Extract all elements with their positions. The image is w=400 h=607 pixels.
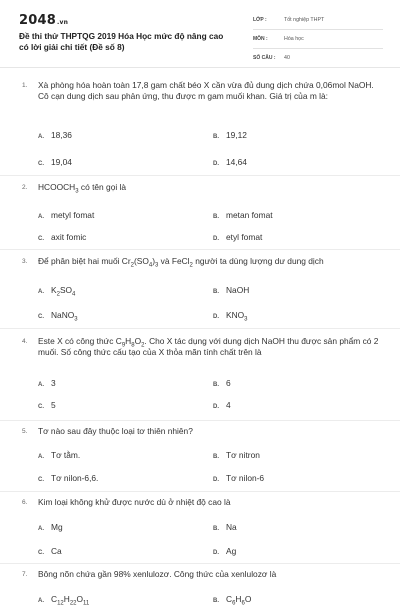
answer-option[interactable]: [38, 210, 94, 220]
question-divider: [0, 249, 400, 250]
option-letter: B.: [213, 382, 219, 388]
option-text: 19,04: [51, 157, 72, 167]
option-text: 5: [51, 400, 56, 410]
meta-row-subject: [253, 35, 383, 49]
option-text: 14,64: [226, 157, 247, 167]
exam-meta: [253, 16, 383, 73]
question-text: Tơ nào sau đây thuộc loại tơ thiên nhiên?: [38, 426, 193, 436]
option-letter: B.: [213, 214, 219, 220]
answer-option[interactable]: [38, 594, 90, 607]
question-divider: [0, 328, 400, 329]
option-letter: C.: [38, 314, 44, 320]
option-text: 6: [226, 378, 231, 388]
site-logo[interactable]: [19, 13, 68, 28]
option-letter: D.: [213, 161, 219, 167]
option-text: $K_2SO_4$: [51, 285, 76, 298]
question-text: $HCOOCH_3$ có tên gọi là: [38, 182, 127, 195]
answer-option[interactable]: [213, 157, 247, 167]
meta-row-question-count: [253, 54, 383, 68]
question-number: 6.: [22, 499, 28, 506]
option-text: Tơ tằm.: [51, 450, 81, 460]
option-text: metyl fomat: [51, 210, 95, 220]
option-text: 18,36: [51, 130, 72, 140]
option-letter: C.: [38, 161, 44, 167]
answer-option[interactable]: [213, 210, 273, 220]
answer-option[interactable]: [213, 400, 231, 410]
question-number: 1.: [22, 82, 28, 89]
option-text: $C_{12}H_{22}O_{11}$: [51, 594, 90, 607]
question-number: 5.: [22, 428, 28, 435]
answer-option[interactable]: [213, 522, 237, 532]
option-text: Tơ nilon-6: [226, 473, 265, 483]
question-number: 4.: [22, 338, 28, 345]
answer-option[interactable]: [213, 473, 264, 483]
question-text: Kim loại không khử được nước dù ở nhiệt độ cao là: [38, 497, 231, 507]
answer-option[interactable]: [38, 546, 62, 556]
option-text: 4: [226, 400, 231, 410]
answer-option[interactable]: [213, 130, 247, 140]
question-number: 2.: [22, 184, 28, 191]
answer-option[interactable]: [38, 130, 72, 140]
question-number: 7.: [22, 571, 28, 578]
meta-value-subject: Hóa học: [284, 36, 304, 42]
option-text: Tơ nilon-6,6.: [51, 473, 99, 483]
option-letter: B.: [213, 454, 219, 460]
answer-option[interactable]: [38, 285, 76, 298]
meta-value-question-count: 40: [284, 55, 290, 61]
option-letter: C.: [38, 550, 44, 556]
question-text: Để phân biệt hai muối $Cr_2(SO_4)_3$ và FeCl$_2$ người ta dùng lượng dư dung dịch: [38, 256, 324, 269]
option-letter: C.: [38, 477, 44, 483]
option-letter: C.: [38, 236, 44, 242]
option-letter: B.: [213, 526, 219, 532]
meta-key-question-count: SỐ CÂU :: [253, 55, 276, 61]
logo-suffix: .vn: [56, 19, 69, 26]
answer-option[interactable]: [38, 157, 72, 167]
answer-option[interactable]: [38, 473, 98, 483]
question-divider: [0, 175, 400, 176]
meta-key-class: LỚP :: [253, 17, 267, 23]
meta-value-class: Tốt nghiệp THPT: [284, 17, 325, 23]
answer-option[interactable]: [38, 378, 56, 388]
option-letter: D.: [213, 477, 219, 483]
option-text: $KNO_3$: [226, 310, 248, 323]
answer-option[interactable]: [213, 378, 231, 388]
answer-option[interactable]: [213, 232, 262, 242]
option-letter: D.: [213, 550, 219, 556]
header-divider: [0, 67, 400, 68]
option-letter: A.: [38, 214, 44, 220]
option-text: NaOH: [226, 285, 250, 295]
option-letter: A.: [38, 598, 44, 604]
answer-option[interactable]: [38, 232, 86, 242]
option-letter: A.: [38, 454, 44, 460]
option-letter: A.: [38, 526, 44, 532]
option-text: 19,12: [226, 130, 247, 140]
option-text: Ag: [226, 546, 237, 556]
question-text: Este X có công thức $C_9H_8O_2$. Cho X tác dụng với dung dịch NaOH thu được sản phẩm có 2 muối. Số công thức cấu tạo của X thỏa mãn tính chất trên là: [38, 336, 379, 357]
answer-option[interactable]: [213, 594, 252, 607]
answer-option[interactable]: [38, 310, 78, 323]
option-letter: C.: [38, 404, 44, 410]
option-text: etyl fomat: [226, 232, 263, 242]
option-text: Tơ nitron: [226, 450, 260, 460]
option-text: axit fomic: [51, 232, 87, 242]
option-letter: B.: [213, 134, 219, 140]
meta-row-class: [253, 16, 383, 30]
option-text: metan fomat: [226, 210, 273, 220]
option-text: Na: [226, 522, 237, 532]
question-divider: [0, 420, 400, 421]
question-divider: [0, 491, 400, 492]
question-text: Bông nõn chứa gần 98% xenlulozơ. Công thức của xenlulozơ là: [38, 569, 277, 579]
option-text: $C_6H_6O$: [226, 594, 252, 607]
answer-option[interactable]: [213, 310, 248, 323]
answer-option[interactable]: [213, 285, 249, 295]
question-divider: [0, 563, 400, 564]
option-letter: A.: [38, 134, 44, 140]
option-text: Mg: [51, 522, 63, 532]
exam-title: Đề thi thử THPTQG 2019 Hóa Học mức độ nâng cao có lời giải chi tiết (Đề số 8): [19, 31, 224, 52]
meta-key-subject: MÔN :: [253, 36, 268, 42]
option-text: Ca: [51, 546, 62, 556]
answer-option[interactable]: [38, 400, 56, 410]
option-letter: A.: [38, 382, 44, 388]
question-text: Xà phòng hóa hoàn toàn 17,8 gam chất béo X cần vừa đủ dung dịch chứa 0,06mol NaOH. Cô cạn dung dịch sau phản ứng, thu được m gam muối khan. Giá trị của m là:: [38, 80, 374, 101]
option-letter: D.: [213, 314, 219, 320]
option-text: NaNO$_3$: [51, 310, 78, 323]
question-number: 3.: [22, 258, 28, 265]
option-text: 3: [51, 378, 56, 388]
option-letter: D.: [213, 236, 219, 242]
answer-option[interactable]: [213, 546, 236, 556]
answer-option[interactable]: [213, 450, 260, 460]
answer-option[interactable]: [38, 450, 80, 460]
logo-main: 2048: [19, 13, 56, 28]
option-letter: B.: [213, 289, 219, 295]
exam-header: [0, 0, 400, 66]
option-letter: A.: [38, 289, 44, 295]
option-letter: D.: [213, 404, 219, 410]
option-letter: B.: [213, 598, 219, 604]
answer-option[interactable]: [38, 522, 63, 532]
